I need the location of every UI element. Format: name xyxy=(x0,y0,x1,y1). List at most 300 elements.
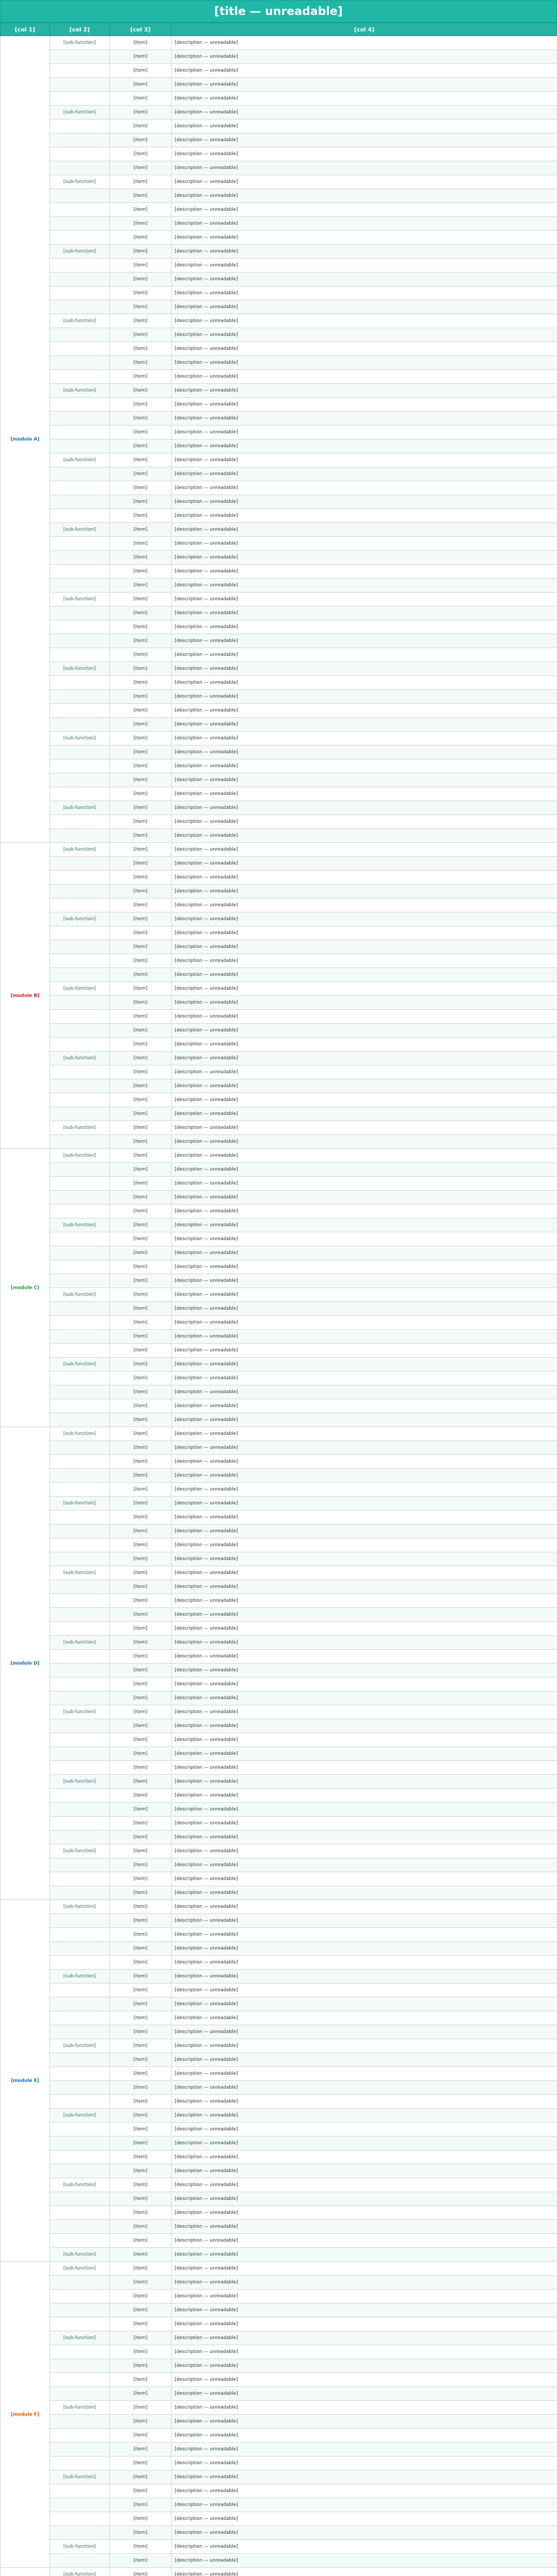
item-cell: [item] xyxy=(110,2164,172,2178)
sub-function-cell xyxy=(50,1302,110,1316)
item-cell: [item] xyxy=(110,2470,172,2484)
sub-function-cell xyxy=(50,885,110,899)
description-cell: [description — unreadable] xyxy=(172,968,557,982)
item-cell: [item] xyxy=(110,885,172,899)
table-row xyxy=(1,439,557,453)
item-cell: [item] xyxy=(110,1177,172,1191)
description-cell: [description — unreadable] xyxy=(172,2290,557,2303)
table-row xyxy=(1,1789,557,1803)
sub-function-cell xyxy=(50,133,110,147)
description-cell: [description — unreadable] xyxy=(172,662,557,676)
description-cell: [description — unreadable] xyxy=(172,1524,557,1538)
item-cell: [item] xyxy=(110,1691,172,1705)
sub-function-cell: [sub-function] xyxy=(50,2039,110,2053)
item-cell: [item] xyxy=(110,1511,172,1524)
description-cell: [description — unreadable] xyxy=(172,1942,557,1956)
description-cell: [description — unreadable] xyxy=(172,1385,557,1399)
item-cell: [item] xyxy=(110,1330,172,1344)
table-row xyxy=(1,1065,557,1079)
sub-function-cell xyxy=(50,328,110,342)
table-row xyxy=(1,2081,557,2095)
description-cell: [description — unreadable] xyxy=(172,2178,557,2192)
item-cell: [item] xyxy=(110,2192,172,2206)
item-cell: [item] xyxy=(110,1163,172,1177)
item-cell: [item] xyxy=(110,2039,172,2053)
table-row xyxy=(1,175,557,189)
description-cell: [description — unreadable] xyxy=(172,1232,557,1246)
table-row xyxy=(1,2470,557,2484)
sub-function-cell xyxy=(50,1914,110,1928)
sub-function-cell xyxy=(50,1177,110,1191)
item-cell: [item] xyxy=(110,1135,172,1149)
table-row xyxy=(1,2137,557,2150)
item-cell: [item] xyxy=(110,2373,172,2387)
sub-function-cell xyxy=(50,2192,110,2206)
description-cell: [description — unreadable] xyxy=(172,2345,557,2359)
table-row xyxy=(1,1371,557,1385)
description-cell: [description — unreadable] xyxy=(172,2317,557,2331)
table-row xyxy=(1,1664,557,1677)
item-cell: [item] xyxy=(110,495,172,509)
table-row xyxy=(1,328,557,342)
sub-function-cell: [sub-function] xyxy=(50,801,110,815)
description-cell: [description — unreadable] xyxy=(172,2498,557,2512)
description-cell: [description — unreadable] xyxy=(172,2220,557,2234)
item-cell: [item] xyxy=(110,328,172,342)
item-cell: [item] xyxy=(110,2554,172,2568)
table-header-row xyxy=(1,23,557,36)
description-cell: [description — unreadable] xyxy=(172,1928,557,1942)
item-cell: [item] xyxy=(110,1928,172,1942)
description-cell: [description — unreadable] xyxy=(172,829,557,843)
description-cell: [description — unreadable] xyxy=(172,1594,557,1608)
item-cell: [item] xyxy=(110,2109,172,2123)
item-cell: [item] xyxy=(110,1218,172,1232)
sub-function-cell: [sub-function] xyxy=(50,2331,110,2345)
item-cell: [item] xyxy=(110,857,172,871)
item-cell: [item] xyxy=(110,2568,172,2576)
table-row xyxy=(1,1260,557,1274)
item-cell: [item] xyxy=(110,968,172,982)
item-cell: [item] xyxy=(110,2526,172,2540)
table-row xyxy=(1,342,557,356)
item-cell: [item] xyxy=(110,2415,172,2429)
description-cell: [description — unreadable] xyxy=(172,773,557,787)
description-cell: [description — unreadable] xyxy=(172,1970,557,1984)
description-cell: [description — unreadable] xyxy=(172,1789,557,1803)
table-row xyxy=(1,2415,557,2429)
item-cell: [item] xyxy=(110,1538,172,1552)
sub-function-cell xyxy=(50,2456,110,2470)
sub-function-cell: [sub-function] xyxy=(50,1149,110,1163)
item-cell: [item] xyxy=(110,2262,172,2276)
item-cell: [item] xyxy=(110,899,172,912)
description-cell: [description — unreadable] xyxy=(172,370,557,384)
sub-function-cell xyxy=(50,2234,110,2248)
item-cell: [item] xyxy=(110,1316,172,1330)
item-cell: [item] xyxy=(110,412,172,426)
description-cell: [description — unreadable] xyxy=(172,2067,557,2081)
item-cell: [item] xyxy=(110,147,172,161)
item-cell: [item] xyxy=(110,1497,172,1511)
table-row xyxy=(1,1622,557,1636)
item-cell: [item] xyxy=(110,745,172,759)
item-cell: [item] xyxy=(110,759,172,773)
item-cell: [item] xyxy=(110,2011,172,2025)
table-row xyxy=(1,78,557,92)
table-row xyxy=(1,620,557,634)
item-cell: [item] xyxy=(110,787,172,801)
table-row xyxy=(1,912,557,926)
item-cell: [item] xyxy=(110,384,172,398)
table-row xyxy=(1,2234,557,2248)
item-cell: [item] xyxy=(110,1232,172,1246)
item-cell: [item] xyxy=(110,1024,172,1038)
item-cell: [item] xyxy=(110,1079,172,1093)
description-cell: [description — unreadable] xyxy=(172,328,557,342)
table-row xyxy=(1,133,557,147)
description-cell: [description — unreadable] xyxy=(172,1497,557,1511)
table-row xyxy=(1,759,557,773)
description-cell: [description — unreadable] xyxy=(172,2484,557,2498)
module-cell: [module E] xyxy=(1,1900,50,2262)
description-cell: [description — unreadable] xyxy=(172,2526,557,2540)
description-cell: [description — unreadable] xyxy=(172,871,557,885)
item-cell: [item] xyxy=(110,1038,172,1052)
table-row xyxy=(1,579,557,592)
item-cell: [item] xyxy=(110,2290,172,2303)
table-row xyxy=(1,1455,557,1469)
sub-function-cell xyxy=(50,439,110,453)
description-cell: [description — unreadable] xyxy=(172,175,557,189)
table-row xyxy=(1,1135,557,1149)
item-cell: [item] xyxy=(110,314,172,328)
table-row xyxy=(1,2011,557,2025)
table-row xyxy=(1,259,557,273)
description-cell: [description — unreadable] xyxy=(172,203,557,217)
description-cell: [description — unreadable] xyxy=(172,1010,557,1024)
item-cell: [item] xyxy=(110,439,172,453)
item-cell: [item] xyxy=(110,370,172,384)
description-cell: [description — unreadable] xyxy=(172,1984,557,1997)
table-row xyxy=(1,426,557,439)
table-row xyxy=(1,551,557,565)
table-row xyxy=(1,885,557,899)
item-cell: [item] xyxy=(110,481,172,495)
item-cell: [item] xyxy=(110,2067,172,2081)
sub-function-cell xyxy=(50,565,110,579)
sub-function-cell xyxy=(50,1191,110,1205)
table-row xyxy=(1,2540,557,2554)
description-cell: [description — unreadable] xyxy=(172,2137,557,2150)
item-cell: [item] xyxy=(110,1246,172,1260)
description-cell: [description — unreadable] xyxy=(172,2373,557,2387)
item-cell: [item] xyxy=(110,1371,172,1385)
item-cell: [item] xyxy=(110,1413,172,1427)
sub-function-cell xyxy=(50,1664,110,1677)
sub-function-cell xyxy=(50,996,110,1010)
description-cell: [description — unreadable] xyxy=(172,412,557,426)
item-cell: [item] xyxy=(110,2081,172,2095)
table-row xyxy=(1,2317,557,2331)
table-row xyxy=(1,2303,557,2317)
table-row xyxy=(1,453,557,467)
description-cell: [description — unreadable] xyxy=(172,1817,557,1831)
sub-function-cell xyxy=(50,829,110,843)
item-cell: [item] xyxy=(110,2025,172,2039)
description-cell: [description — unreadable] xyxy=(172,1733,557,1747)
table-row xyxy=(1,203,557,217)
item-cell: [item] xyxy=(110,801,172,815)
sub-function-cell xyxy=(50,815,110,829)
module-cell: [module C] xyxy=(1,1149,50,1427)
sub-function-cell xyxy=(50,509,110,523)
sub-function-cell xyxy=(50,2150,110,2164)
item-cell: [item] xyxy=(110,1705,172,1719)
table-row xyxy=(1,662,557,676)
sub-function-cell: [sub-function] xyxy=(50,662,110,676)
sub-function-cell xyxy=(50,370,110,384)
sub-function-cell xyxy=(50,495,110,509)
table-row xyxy=(1,1511,557,1524)
table-row xyxy=(1,1984,557,1997)
item-cell: [item] xyxy=(110,1455,172,1469)
sub-function-cell xyxy=(50,1399,110,1413)
sub-function-cell xyxy=(50,871,110,885)
item-cell: [item] xyxy=(110,1956,172,1970)
item-cell: [item] xyxy=(110,2095,172,2109)
description-cell: [description — unreadable] xyxy=(172,2123,557,2137)
description-cell: [description — unreadable] xyxy=(172,815,557,829)
table-row xyxy=(1,2401,557,2415)
sub-function-cell xyxy=(50,954,110,968)
description-cell: [description — unreadable] xyxy=(172,2568,557,2576)
description-cell: [description — unreadable] xyxy=(172,787,557,801)
sub-function-cell xyxy=(50,1135,110,1149)
sub-function-cell: [sub-function] xyxy=(50,245,110,259)
description-cell: [description — unreadable] xyxy=(172,1455,557,1469)
description-cell: [description — unreadable] xyxy=(172,2276,557,2290)
description-cell: [description — unreadable] xyxy=(172,940,557,954)
item-cell: [item] xyxy=(110,1288,172,1302)
item-cell: [item] xyxy=(110,732,172,745)
table-row xyxy=(1,467,557,481)
table-row xyxy=(1,92,557,106)
description-cell: [description — unreadable] xyxy=(172,64,557,78)
item-cell: [item] xyxy=(110,1858,172,1872)
table-row xyxy=(1,2095,557,2109)
module-cell: [module A] xyxy=(1,36,50,843)
sub-function-cell xyxy=(50,690,110,704)
item-cell: [item] xyxy=(110,829,172,843)
table-row xyxy=(1,2150,557,2164)
description-cell: [description — unreadable] xyxy=(172,1246,557,1260)
sub-function-cell xyxy=(50,940,110,954)
sub-function-cell xyxy=(50,1552,110,1566)
sub-function-cell xyxy=(50,2484,110,2498)
description-cell: [description — unreadable] xyxy=(172,1218,557,1232)
item-cell: [item] xyxy=(110,342,172,356)
sub-function-cell xyxy=(50,1205,110,1218)
sub-function-cell xyxy=(50,1622,110,1636)
item-cell: [item] xyxy=(110,189,172,203)
sub-function-cell xyxy=(50,467,110,481)
sub-function-cell xyxy=(50,1330,110,1344)
description-cell: [description — unreadable] xyxy=(172,147,557,161)
sub-function-cell xyxy=(50,1455,110,1469)
sub-function-cell xyxy=(50,1316,110,1330)
description-cell: [description — unreadable] xyxy=(172,634,557,648)
sub-function-cell xyxy=(50,551,110,565)
item-cell: [item] xyxy=(110,64,172,78)
sub-function-cell xyxy=(50,189,110,203)
description-cell: [description — unreadable] xyxy=(172,1858,557,1872)
sub-function-cell xyxy=(50,1010,110,1024)
description-cell: [description — unreadable] xyxy=(172,1914,557,1928)
table-row xyxy=(1,64,557,78)
sub-function-cell xyxy=(50,1524,110,1538)
sub-function-cell xyxy=(50,787,110,801)
description-cell: [description — unreadable] xyxy=(172,2415,557,2429)
table-row xyxy=(1,592,557,606)
table-row xyxy=(1,1775,557,1789)
sub-function-cell xyxy=(50,1733,110,1747)
table-row xyxy=(1,1177,557,1191)
item-cell: [item] xyxy=(110,551,172,565)
item-cell: [item] xyxy=(110,940,172,954)
table-row xyxy=(1,1594,557,1608)
item-cell: [item] xyxy=(110,1191,172,1205)
table-row xyxy=(1,1093,557,1107)
description-cell: [description — unreadable] xyxy=(172,1260,557,1274)
table-row xyxy=(1,300,557,314)
description-cell: [description — unreadable] xyxy=(172,50,557,64)
sub-function-cell xyxy=(50,1107,110,1121)
item-cell: [item] xyxy=(110,2498,172,2512)
item-cell: [item] xyxy=(110,1469,172,1483)
sub-function-cell xyxy=(50,1079,110,1093)
table-row xyxy=(1,2123,557,2137)
sub-function-cell xyxy=(50,2011,110,2025)
table-row xyxy=(1,954,557,968)
sub-function-cell xyxy=(50,1232,110,1246)
item-cell: [item] xyxy=(110,1970,172,1984)
description-cell: [description — unreadable] xyxy=(172,245,557,259)
table-row xyxy=(1,1970,557,1984)
item-cell: [item] xyxy=(110,1052,172,1065)
sub-function-cell: [sub-function] xyxy=(50,1775,110,1789)
sub-function-cell: [sub-function] xyxy=(50,1427,110,1441)
description-cell: [description — unreadable] xyxy=(172,2429,557,2443)
sub-function-cell xyxy=(50,2526,110,2540)
description-cell: [description — unreadable] xyxy=(172,2262,557,2276)
sub-function-cell xyxy=(50,1942,110,1956)
sub-function-cell xyxy=(50,1385,110,1399)
description-cell: [description — unreadable] xyxy=(172,509,557,523)
sub-function-cell xyxy=(50,537,110,551)
sub-function-cell xyxy=(50,1928,110,1942)
sub-function-cell xyxy=(50,120,110,133)
description-cell: [description — unreadable] xyxy=(172,1413,557,1427)
table-row xyxy=(1,1858,557,1872)
description-cell: [description — unreadable] xyxy=(172,1344,557,1358)
item-cell: [item] xyxy=(110,996,172,1010)
item-cell: [item] xyxy=(110,1789,172,1803)
table-row xyxy=(1,1079,557,1093)
sub-function-cell xyxy=(50,92,110,106)
item-cell: [item] xyxy=(110,704,172,718)
sub-function-cell: [sub-function] xyxy=(50,2178,110,2192)
sub-function-cell xyxy=(50,286,110,300)
table-row xyxy=(1,2248,557,2262)
description-cell: [description — unreadable] xyxy=(172,926,557,940)
sub-function-cell: [sub-function] xyxy=(50,314,110,328)
table-row xyxy=(1,1914,557,1928)
description-cell: [description — unreadable] xyxy=(172,286,557,300)
table-row xyxy=(1,245,557,259)
table-row xyxy=(1,2498,557,2512)
table-row xyxy=(1,1399,557,1413)
item-cell: [item] xyxy=(110,2234,172,2248)
sub-function-cell xyxy=(50,926,110,940)
sub-function-cell xyxy=(50,1469,110,1483)
table-row xyxy=(1,1385,557,1399)
description-cell: [description — unreadable] xyxy=(172,2164,557,2178)
table-row xyxy=(1,509,557,523)
sub-function-cell: [sub-function] xyxy=(50,1497,110,1511)
sub-function-cell xyxy=(50,481,110,495)
table-row xyxy=(1,815,557,829)
item-cell: [item] xyxy=(110,398,172,412)
description-cell: [description — unreadable] xyxy=(172,2331,557,2345)
table-row xyxy=(1,1149,557,1163)
sub-function-cell: [sub-function] xyxy=(50,2540,110,2554)
table-body xyxy=(1,36,557,2576)
description-cell: [description — unreadable] xyxy=(172,2053,557,2067)
sub-function-cell xyxy=(50,1789,110,1803)
table-row xyxy=(1,384,557,398)
sub-function-cell xyxy=(50,2359,110,2373)
item-cell: [item] xyxy=(110,1358,172,1371)
table-row xyxy=(1,801,557,815)
sub-function-cell xyxy=(50,2373,110,2387)
item-cell: [item] xyxy=(110,2512,172,2526)
item-cell: [item] xyxy=(110,1677,172,1691)
description-cell: [description — unreadable] xyxy=(172,1093,557,1107)
description-cell: [description — unreadable] xyxy=(172,2234,557,2248)
item-cell: [item] xyxy=(110,1942,172,1956)
table-row xyxy=(1,732,557,745)
table-row xyxy=(1,1010,557,1024)
item-cell: [item] xyxy=(110,2178,172,2192)
description-cell: [description — unreadable] xyxy=(172,1399,557,1413)
item-cell: [item] xyxy=(110,259,172,273)
description-cell: [description — unreadable] xyxy=(172,1580,557,1594)
item-cell: [item] xyxy=(110,1831,172,1844)
table-row xyxy=(1,2262,557,2276)
sub-function-cell xyxy=(50,273,110,286)
table-row xyxy=(1,690,557,704)
item-cell: [item] xyxy=(110,106,172,120)
item-cell: [item] xyxy=(110,1552,172,1566)
table-row xyxy=(1,634,557,648)
table-row xyxy=(1,843,557,857)
sub-function-cell xyxy=(50,2498,110,2512)
description-cell: [description — unreadable] xyxy=(172,481,557,495)
item-cell: [item] xyxy=(110,1260,172,1274)
table-row xyxy=(1,926,557,940)
table-row xyxy=(1,899,557,912)
